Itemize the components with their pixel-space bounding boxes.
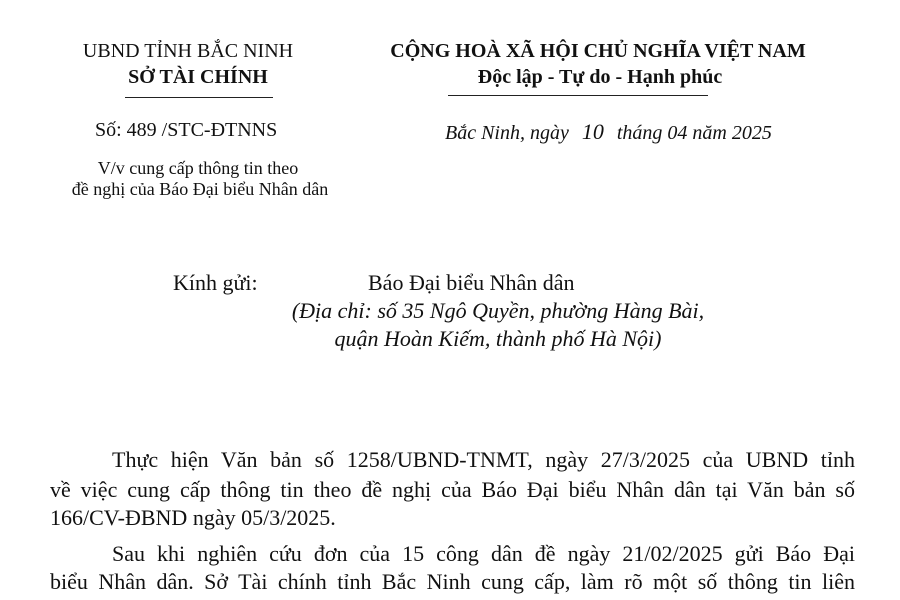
document-date (445, 119, 772, 145)
recipient-name: Báo Đại biểu Nhân dân (368, 270, 575, 295)
body-line: Sau khi nghiên cứu đơn của 15 công dân đề ngày 21/02/2025 gửi Báo Đại (112, 541, 855, 566)
recipient-address: (Địa chỉ: số 35 Ngô Quyền, phường Hàng Bài, (291, 298, 705, 323)
body-line: 166/CV-ĐBND ngày 05/3/2025. (50, 505, 336, 530)
date-suffix: tháng 04 năm 2025 (616, 122, 772, 144)
recipient-label: Kính gửi: (173, 270, 258, 295)
motto-underline (448, 95, 708, 96)
subject-line: đề nghị của Báo Đại biểu Nhân dân (71, 179, 329, 199)
department-name: SỞ TÀI CHÍNH (128, 66, 268, 88)
nation-title: CỘNG HOÀ XÃ HỘI CHỦ NGHĨA VIỆT NAM (390, 40, 806, 62)
body-line: Thực hiện Văn bản số 1258/UBND-TNMT, ngày 27/3/2025 của UBND tỉnh (112, 447, 855, 472)
subject-line: V/v cung cấp thông tin theo (97, 158, 299, 178)
motto: Độc lập - Tự do - Hạnh phúc (477, 66, 723, 88)
document-number: Số: 489 /STC-ĐTNNS (95, 119, 278, 141)
date-day: 10 (581, 119, 604, 144)
body-line: về việc cung cấp thông tin theo đề nghị của Báo Đại biểu Nhân dân tại Văn bản số (50, 477, 855, 502)
body-line: biểu Nhân dân. Sở Tài chính tỉnh Bắc Ninh cung cấp, làm rõ một số thông tin liên (50, 569, 855, 594)
department-underline (125, 97, 273, 98)
agency-name: UBND TỈNH BẮC NINH (82, 40, 294, 62)
date-prefix: Bắc Ninh, ngày (445, 122, 569, 144)
recipient-address: quận Hoàn Kiếm, thành phố Hà Nội) (334, 326, 662, 351)
